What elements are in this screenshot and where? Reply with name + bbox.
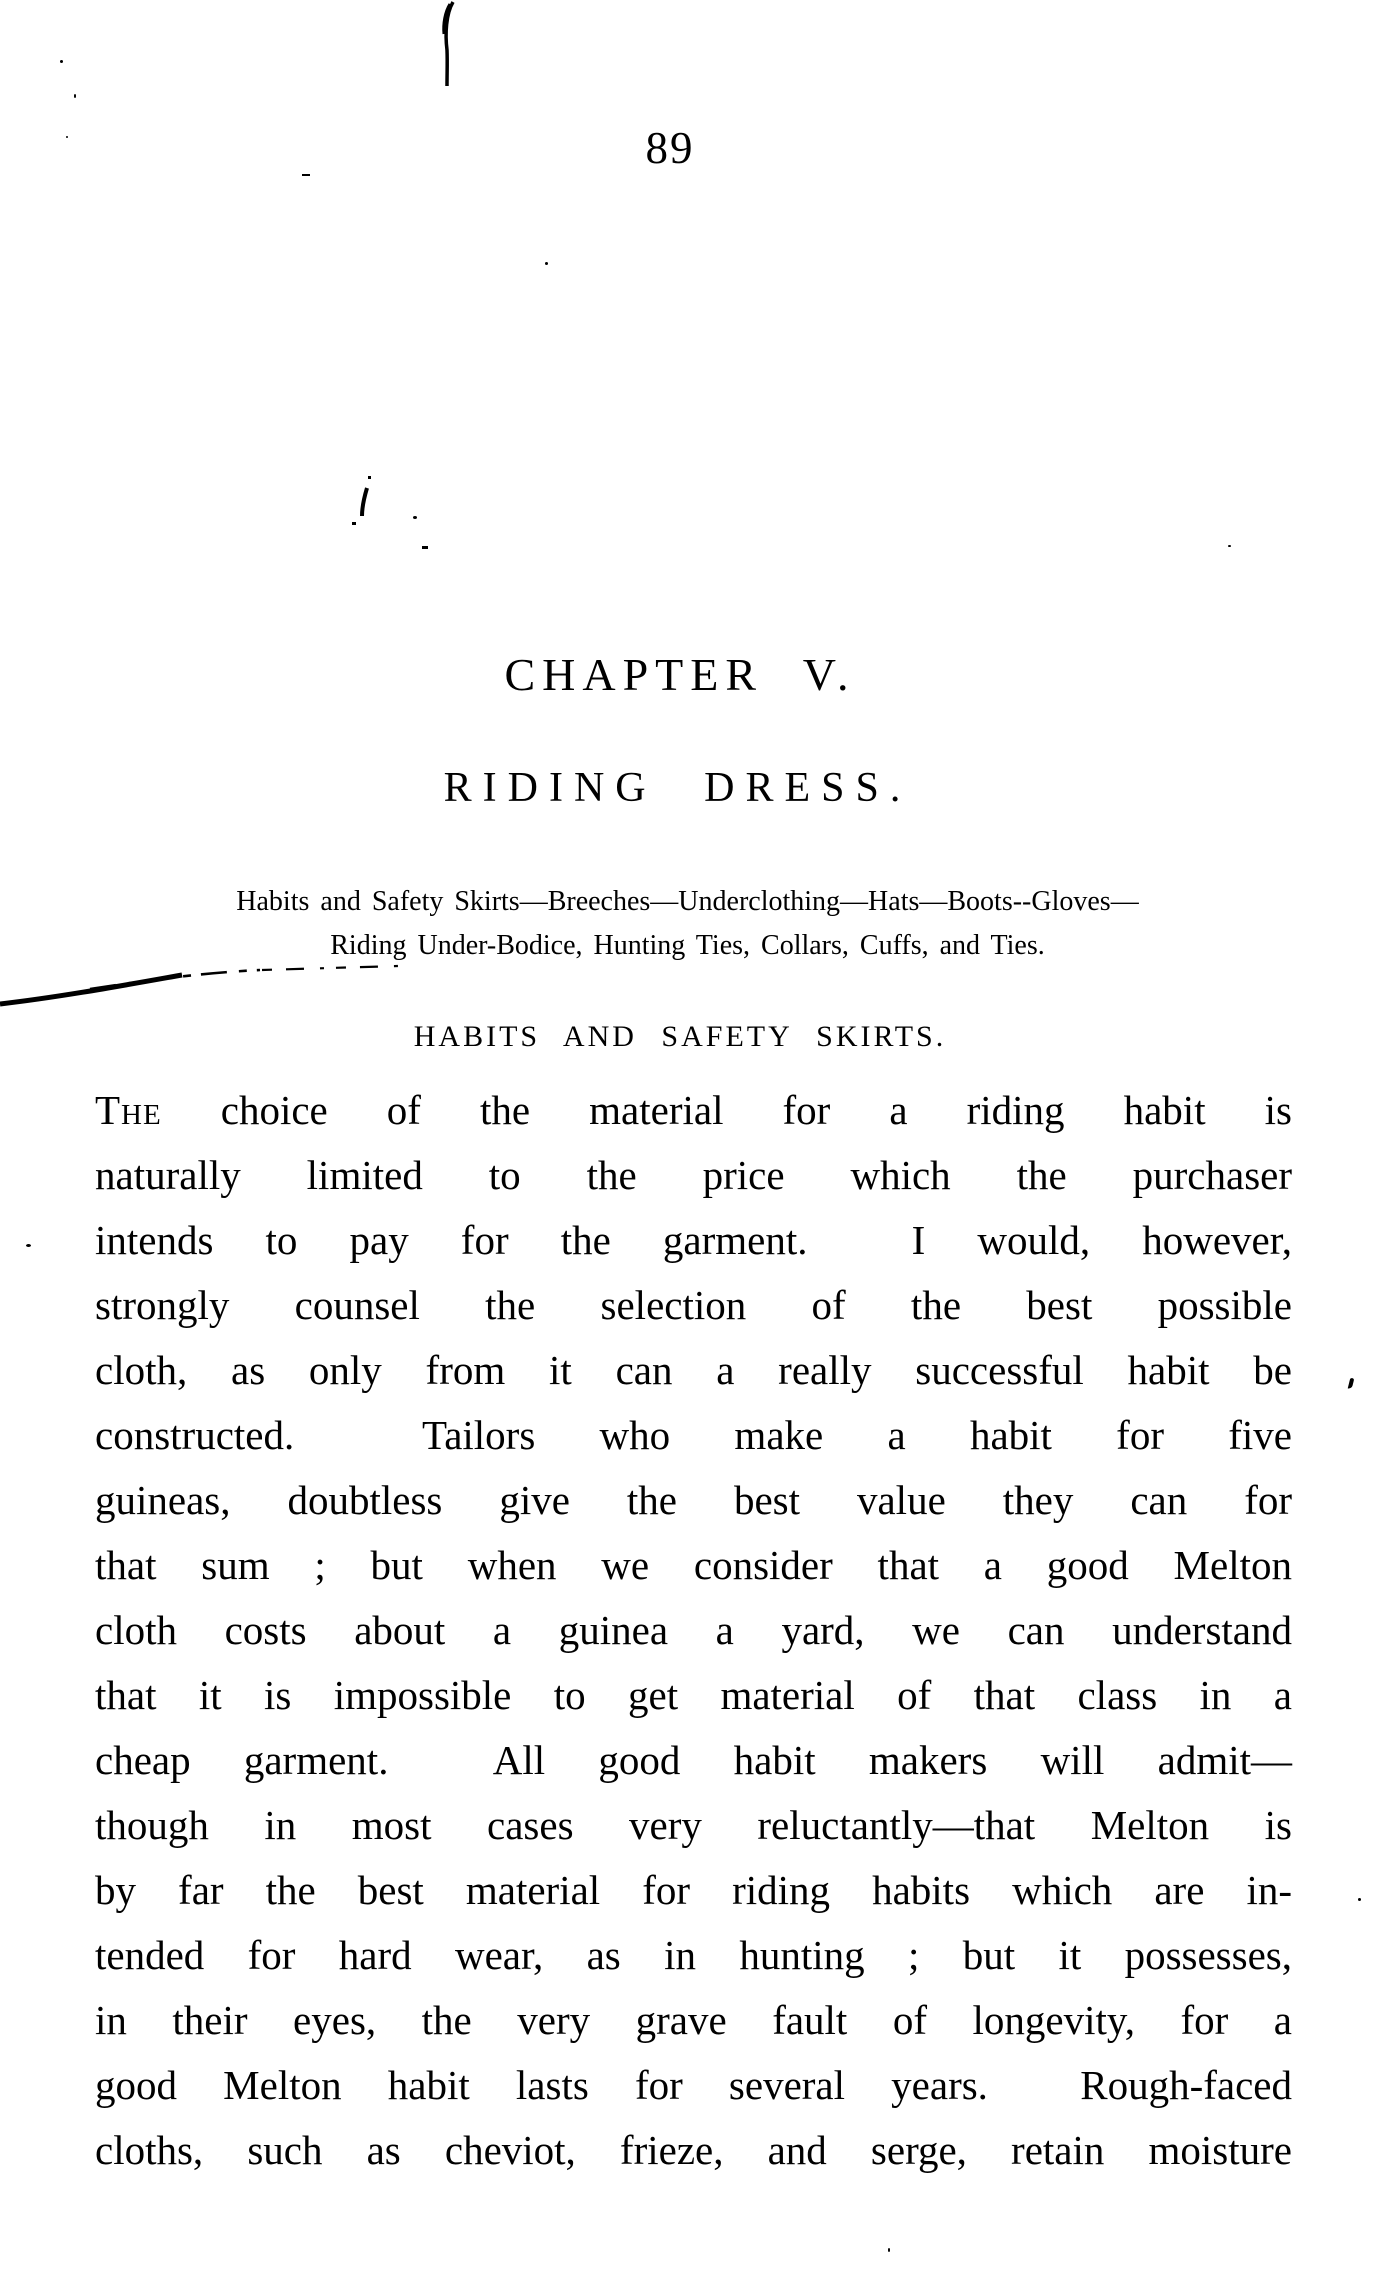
body-line: strongly counsel the selection of the best possible <box>95 1282 1292 1328</box>
body-paragraph <box>95 1078 1292 2183</box>
scan-artifact-top-curl <box>430 0 480 90</box>
body-line: that sum ; but when we consider that a good Melton <box>95 1542 1292 1588</box>
body-line: by far the best material for riding habits which are in- <box>95 1867 1292 1913</box>
body-line <box>95 1078 1292 1143</box>
body-line: though in most cases very reluctantly—that Melton is <box>95 1802 1292 1848</box>
lead-word-smallcaps: The <box>95 1087 162 1133</box>
section-heading: HABITS AND SAFETY SKIRTS. <box>413 1020 947 1053</box>
body-line: naturally limited to the price which the purchaser <box>95 1152 1292 1198</box>
scan-speck <box>1228 545 1231 547</box>
body-line: cheap garment. All good habit makers will admit— <box>95 1737 1292 1783</box>
body-line: intends to pay for the garment. I would, however, <box>95 1217 1292 1263</box>
body-line: cloth costs about a guinea a yard, we can understand <box>95 1607 1292 1653</box>
scan-speck <box>413 516 417 519</box>
scan-speck <box>60 60 63 63</box>
scan-speck <box>26 1244 31 1247</box>
scan-speck <box>302 174 310 176</box>
scan-speck <box>888 2248 890 2252</box>
scan-speck <box>422 546 428 549</box>
chapter-summary <box>60 880 1315 968</box>
chapter-summary-line1: Habits and Safety Skirts—Breeches—Underclothing—Hats—Boots--Gloves— <box>236 886 1139 917</box>
body-line: constructed. Tailors who make a habit for five <box>95 1412 1292 1458</box>
body-line: cloth, as only from it can a really successful habit be <box>95 1347 1292 1393</box>
scan-speck <box>1348 1378 1355 1390</box>
body-line: good Melton habit lasts for several years. Rough-faced <box>95 2062 1292 2108</box>
scan-artifact-slash-mark <box>340 470 390 530</box>
chapter-summary-line2: Riding Under-Bodice, Hunting Ties, Collars, Cuffs, and Ties. <box>330 930 1045 961</box>
scan-speck <box>1358 1898 1361 1901</box>
page-number: 89 <box>645 123 695 173</box>
body-line: tended for hard wear, as in hunting ; but it possesses, <box>95 1932 1292 1978</box>
body-line: in their eyes, the very grave fault of longevity, for a <box>95 1997 1292 2043</box>
scan-speck <box>74 94 76 98</box>
body-line: that it is impossible to get material of that class in a <box>95 1672 1292 1718</box>
body-line: cloths, such as cheviot, frieze, and serge, retain moisture <box>95 2127 1292 2173</box>
body-line-text: choice of the material for a riding habit is <box>161 1087 1292 1133</box>
scan-speck <box>545 262 548 265</box>
chapter-title: RIDING DRESS. <box>443 765 912 811</box>
body-line: guineas, doubtless give the best value they can for <box>95 1477 1292 1523</box>
chapter-heading: CHAPTER V. <box>504 649 856 700</box>
